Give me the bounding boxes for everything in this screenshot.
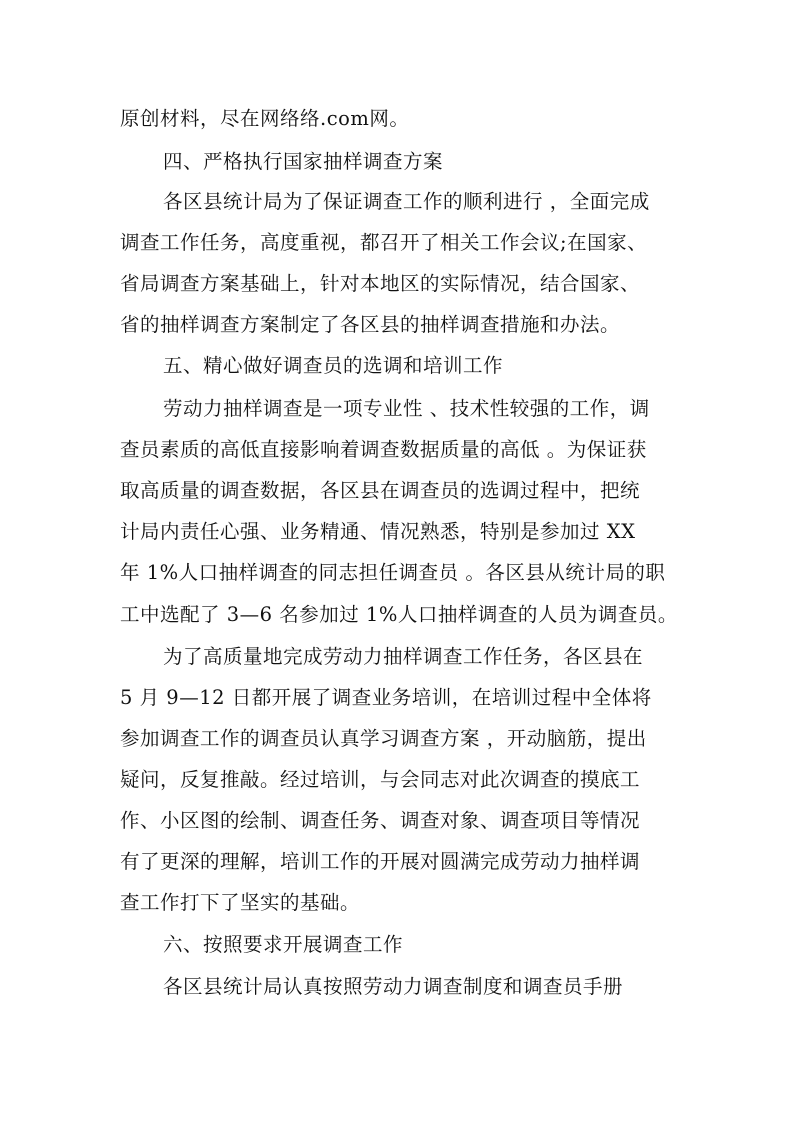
paragraph-line: 疑问，反复推敲。经过培训，与会同志对此次调查的摸底工: [120, 768, 641, 791]
paragraph-line: 年 1%人口抽样调查的同志担任调查员 。各区县从统计局的职: [120, 561, 666, 584]
paragraph-line: 查员素质的高低直接影响着调查数据质量的高低 。为保证获: [120, 438, 647, 461]
paragraph-line: 省的抽样调查方案制定了各区县的抽样调查措施和办法。: [120, 313, 621, 336]
paragraph-line: 有了更深的理解，培训工作的开展对圆满完成劳动力抽样调: [120, 850, 641, 873]
paragraph-line: 工中选配了 3—6 名参加过 1%人口抽样调查的人员为调查员。: [120, 603, 678, 626]
paragraph-line: 原创材料，尽在网络络.com网。: [120, 107, 410, 130]
paragraph-line: 各区县统计局为了保证调查工作的顺利进行 ，全面完成: [163, 190, 650, 213]
paragraph-line: 劳动力抽样调查是一项专业性 、技术性较强的工作，调: [163, 397, 650, 420]
paragraph-line: 参加调查工作的调查员认真学习调查方案 ，开动脑筋，提出: [120, 727, 647, 750]
section-heading-6: 六、按照要求开展调查工作: [163, 933, 404, 956]
paragraph-line: 计局内责任心强、业务精通、情况熟悉，特别是参加过 XX: [120, 520, 636, 543]
paragraph-line: 省局调查方案基础上，针对本地区的实际情况，结合国家、: [120, 272, 641, 295]
section-heading-5: 五、精心做好调查员的选调和培训工作: [163, 354, 504, 377]
section-heading-4: 四、严格执行国家抽样调查方案: [163, 150, 444, 173]
paragraph-line: 5 月 9—12 日都开展了调查业务培训，在培训过程中全体将: [120, 686, 652, 709]
paragraph-line: 查工作打下了坚实的基础。: [120, 891, 361, 914]
paragraph-line: 为了高质量地完成劳动力抽样调查工作任务，各区县在: [163, 645, 644, 668]
paragraph-line: 各区县统计局认真按照劳动力调查制度和调查员手册: [163, 975, 624, 998]
paragraph-line: 取高质量的调查数据，各区县在调查员的选调过程中，把统: [120, 479, 641, 502]
paragraph-line: 调查工作任务，高度重视，都召开了相关工作会议;在国家、: [120, 231, 648, 254]
paragraph-line: 作、小区图的绘制、调查任务、调查对象、调查项目等情况: [120, 809, 641, 832]
